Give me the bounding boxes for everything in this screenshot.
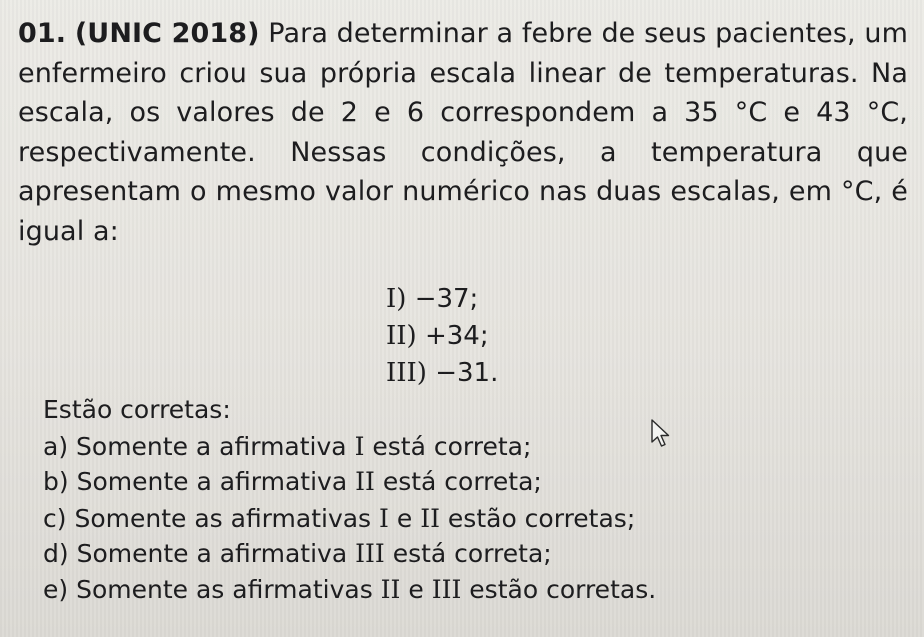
statement-numeral: III): [386, 358, 427, 388]
option-c[interactable]: [43, 503, 635, 535]
option-letter: c): [43, 504, 67, 533]
option-roman: I: [379, 504, 389, 533]
statement-numeral: II): [386, 321, 417, 351]
statement-1: [386, 284, 478, 314]
statement-2: [386, 321, 489, 351]
option-text-after: está correta;: [384, 539, 552, 568]
option-text-after: está correta;: [364, 432, 532, 461]
option-roman-2: III: [431, 575, 462, 604]
statement-3: [386, 358, 498, 388]
option-roman: II: [355, 467, 375, 496]
option-letter: b): [43, 467, 69, 496]
mouse-pointer-icon: [650, 418, 672, 448]
option-a[interactable]: [43, 431, 531, 463]
option-roman: III: [355, 539, 385, 568]
option-text-mid: e: [400, 575, 432, 604]
question-text: Para determinar a febre de seus pacientes, um enfermeiro criou sua própria escala linear de temperaturas. Na escala, os valores de 2 e 6 correspondem a 35 °C e 43 °C, respectivamente. Nessas condições, a temperatura que apresentam o mesmo valor numérico nas duas escalas, em °C, é igual a:: [18, 18, 908, 247]
option-text-mid: e: [388, 504, 421, 533]
option-text-before: Somente as afirmativas: [76, 575, 381, 604]
option-text-before: Somente a afirmativa: [76, 467, 356, 496]
question-source: (UNIC 2018): [74, 18, 260, 49]
option-letter: a): [43, 432, 69, 461]
option-text-after: está correta;: [374, 467, 542, 496]
option-text-before: Somente a afirmativa: [76, 539, 356, 568]
statement-value: +34;: [424, 321, 489, 351]
option-text-after: estão corretas.: [461, 575, 657, 604]
option-d[interactable]: [43, 538, 552, 570]
statement-value: −31.: [435, 358, 499, 388]
option-letter: d): [43, 539, 69, 568]
option-e[interactable]: [43, 574, 656, 606]
option-text-after: estão corretas;: [439, 504, 636, 533]
answer-prompt: Estão corretas:: [43, 395, 231, 424]
option-b[interactable]: [43, 466, 542, 498]
statement-numeral: I): [386, 284, 407, 314]
option-roman: I: [354, 432, 365, 461]
question-stem: [18, 14, 908, 251]
option-roman-2: II: [420, 504, 440, 533]
statement-value: −37;: [414, 284, 479, 314]
option-letter: e): [43, 575, 69, 604]
question-number: 01.: [18, 18, 67, 49]
option-text-before: Somente a afirmativa: [76, 432, 355, 461]
option-text-before: Somente as afirmativas: [74, 504, 380, 533]
option-roman: II: [380, 575, 401, 604]
